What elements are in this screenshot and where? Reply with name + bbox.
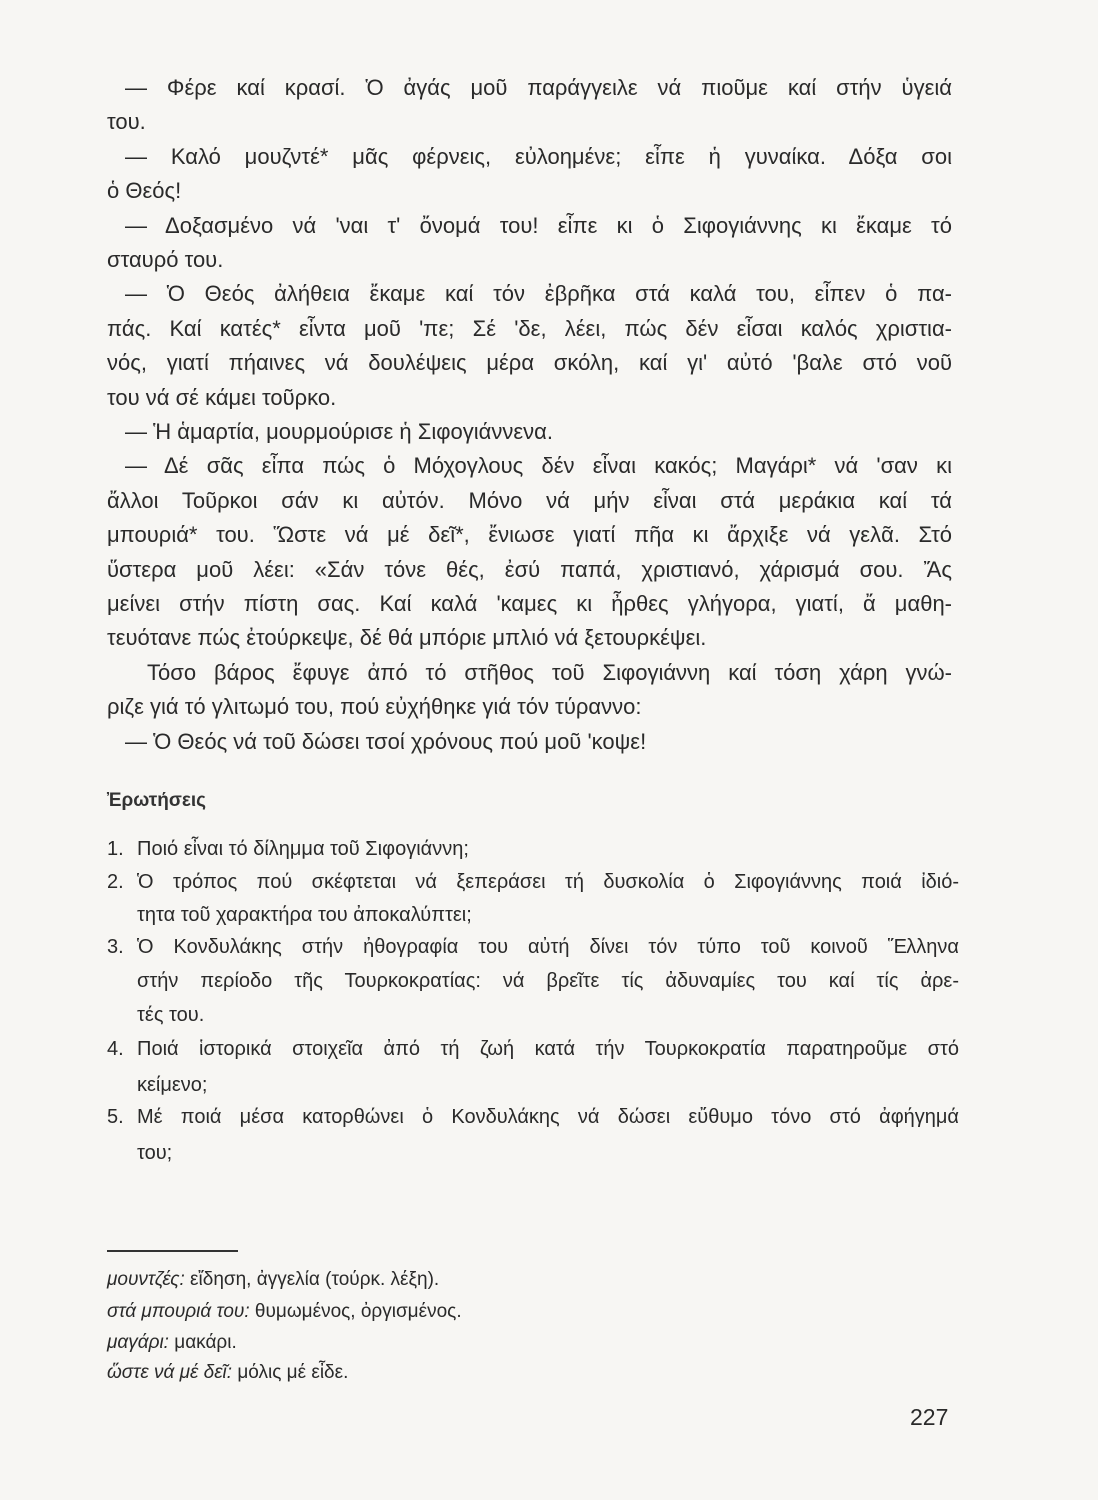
text-line: μείνει στήν πίστη σας. Καί καλά 'καμες κι ἦρθες γλήγορα, γιατί, ἄ μαθη- [107,591,952,616]
text-line: — Ἡ ἁμαρτία, μουρμούρισε ἡ Σιφογιάννενα. [125,419,553,444]
question-number: 2. [107,871,124,893]
question-text: Ποιά ἱστορικά στοιχεῖα ἀπό τή ζωή κατά τήν Τουρκοκρατία παρατηροῦμε στό [137,1038,959,1060]
footnote-term: ὥστε νά μέ δεῖ: [107,1362,233,1383]
text-line: — Δοξασμένο νά 'ναι τ' ὄνομά του! εἶπε κι ὁ Σιφογιάννης κι ἔκαμε τό [125,212,952,238]
question-number: 4. [107,1038,124,1060]
footnote [107,1268,439,1292]
text-line: — Ὁ Θεός ἀλήθεια ἔκαμε καί τόν ἐβρῆκα στά καλά του, εἶπεν ὁ πα- [125,281,952,307]
footnote-term: μουντζές: [107,1269,185,1290]
text-line: ριζε γιά τό γλιτωμό του, πού εὐχήθηκε γιά τόν τύραννο: [107,694,642,720]
footnote [107,1361,348,1385]
text-line: τευότανε πώς ἐτούρκεψε, δέ θά μπόριε μπλιό νά ξετουρκέψει. [107,625,707,651]
text-line: — Καλό μουζντέ* μᾶς φέρνεις, εὐλοημένε; εἶπε ἡ γυναίκα. Δόξα σοι [125,143,952,169]
text-line: — Φέρε καί κρασί. Ὁ ἀγάς μοῦ παράγγειλε νά πιοῦμε καί στήν ὑγειά [125,75,952,100]
question-text: Ὁ τρόπος πού σκέφτεται νά ξεπεράσει τή δυσκολία ὁ Σιφογιάννης ποιά ἰδιό- [137,871,959,893]
text-line: Τόσο βάρος ἔφυγε ἀπό τό στῆθος τοῦ Σιφογιάννη καί τόση χάρη γνώ- [147,659,952,685]
question-text: του; [137,1142,173,1164]
footnote-definition: μόλις μέ εἶδε. [237,1362,349,1383]
text-line: του νά σέ κάμει τοῦρκο. [107,384,337,410]
footnote-divider [107,1250,238,1252]
question-text: Ὁ Κονδυλάκης στήν ἠθογραφία του αὐτή δίνει τόν τύπο τοῦ κοινοῦ Ἕλληνα [137,936,959,958]
text-line: πάς. Καί κατές* εἶντα μοῦ 'πε; Σέ 'δε, λέει, πώς δέν εἶσαι καλός χριστια- [107,315,952,341]
page-number: 227 [910,1404,949,1430]
text-line: — Δέ σᾶς εἶπα πώς ὁ Μόχογλους δέν εἶναι κακός; Μαγάρι* νά 'σαν κι [125,453,952,479]
footnote-definition: θυμωμένος, ὀργισμένος. [254,1301,462,1322]
text-line: ὁ Θεός! [107,178,182,204]
question-number: 5. [107,1106,124,1128]
text-line: σταυρό του. [107,247,224,272]
footnote-term: στά μπουριά του: [107,1301,250,1322]
footnote-definition: μακάρι. [174,1332,237,1353]
question-text: στήν περίοδο τῆς Τουρκοκρατίας: νά βρεῖτε τίς ἀδυναμίες του καί τίς ἀρε- [137,970,959,992]
question-text: τητα τοῦ χαρακτήρα του ἀποκαλύπτει; [137,904,472,926]
question-text: Ποιό εἶναι τό δίλημμα τοῦ Σιφογιάννη; [137,838,469,860]
text-line: ὕστερα μοῦ λέει: «Σάν τόνε θές, ἐσύ παπά, χριστιανό, χάρισμά σου. Ἄς [107,556,952,582]
text-line: μπουριά* του. Ὥστε νά μέ δεῖ*, ἔνιωσε γιατί πῆα κι ἄρχιξε νά γελᾶ. Στό [107,522,952,548]
text-line: νός, γιατί πήαινες νά δουλέψεις μέρα σκόλη, καί γι' αὐτό 'βαλε στό νοῦ [107,350,952,376]
text-line: του. [107,109,146,135]
question-text: τές του. [137,1004,205,1026]
question-text: κείμενο; [137,1074,208,1096]
question-number: 1. [107,838,124,860]
question-number: 3. [107,936,124,958]
question-text: Μέ ποιά μέσα κατορθώνει ὁ Κονδυλάκης νά δώσει εὔθυμο τόνο στό ἀφήγημά [137,1106,959,1128]
footnote [107,1300,462,1324]
questions-heading: Ἐρωτήσεις [107,790,207,811]
footnote [107,1331,237,1355]
text-line-last: — Ὁ Θεός νά τοῦ δώσει τσοί χρόνους πού μοῦ 'κοψε! [125,728,647,754]
footnote-term: μαγάρι: [107,1332,169,1353]
text-line: ἄλλοι Τοῦρκοι σάν κι αὐτόν. Μόνο νά μήν εἶναι στά μεράκια καί τά [107,487,952,513]
footnote-definition: εἴδηση, ἀγγελία (τούρκ. λέξη). [190,1269,440,1290]
